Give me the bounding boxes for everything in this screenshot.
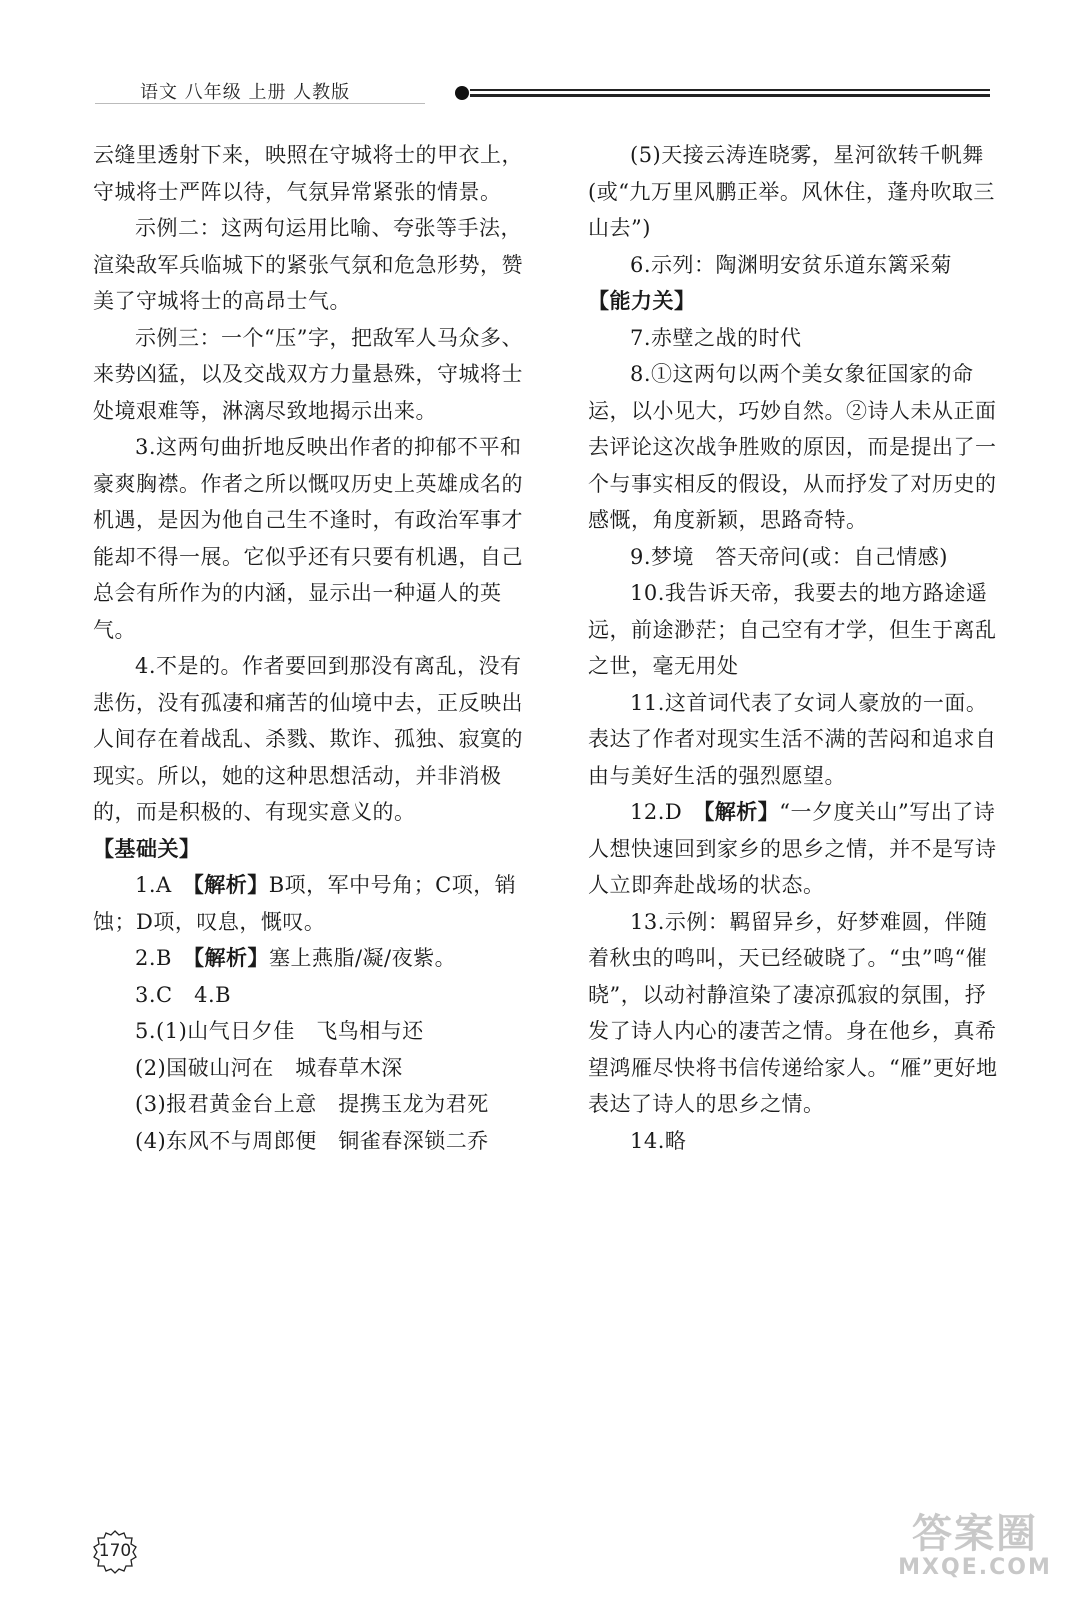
answer-label: 12.D xyxy=(630,800,704,824)
right-column xyxy=(588,137,1000,1159)
analysis-text: “一夕度关山”写出了诗人想快速回到家乡的思乡之情，并不是写诗人立即奔赴战场的状态。 xyxy=(588,800,997,897)
answer-5-2: (2)国破山河在 城春草木深 xyxy=(135,1055,403,1080)
header-decor-lines xyxy=(470,89,990,100)
answer-5-4: (4)东风不与周郎便 铜雀春深锁二乔 xyxy=(135,1128,489,1153)
answer-12 xyxy=(588,794,1000,904)
analysis-tag: 【解析】 xyxy=(703,799,780,824)
analysis-text: 塞上燕脂/凝/夜紫。 xyxy=(268,946,457,970)
answer-14: 14.略 xyxy=(630,1128,687,1153)
paragraph: 云缝里透射下来，映照在守城将士的甲衣上，守城将士严阵以待，气氛异常紧张的情景。 xyxy=(93,143,523,204)
answer-9: 9.梦境 答天帝问(或：自己情感) xyxy=(630,544,948,569)
answer-5-1: 5.(1)山气日夕佳 飞鸟相与还 xyxy=(135,1019,424,1043)
page-number: 170 xyxy=(98,1541,132,1561)
answer-10: 10.我告诉天帝，我要去的地方路途遥远，前途渺茫；自己空有才学，但生于离乱之世，毫无用处 xyxy=(588,581,997,678)
answer-4: 4.不是的。作者要回到那没有离乱，没有悲伤，没有孤凄和痛苦的仙境中去，正反映出人间存在着战乱、杀戮、欺诈、孤独、寂寞的现实。所以，她的这种思想活动，并非消极的，而是积极的、有现实意义的。 xyxy=(93,654,523,824)
answer-1 xyxy=(93,867,525,940)
answer-label: 1.A xyxy=(135,873,194,897)
answer-3: 3.这两句曲折地反映出作者的抑郁不平和豪爽胸襟。作者之所以慨叹历史上英雄成名的机遇，是因为他自己生不逢时，有政治军事才能却不得一展。它似乎还有只要有机遇，自己总会有所作为的内涵，显示出一种逼人的英气。 xyxy=(93,435,523,642)
answer-label: 2.B xyxy=(135,946,194,970)
answer-2 xyxy=(93,940,525,977)
analysis-tag: 【解析】 xyxy=(193,945,269,970)
answer-13: 13.示例：羁留异乡，好梦难圆，伴随着秋虫的鸣叫，天已经破晓了。“虫”鸣“催晓”，以动衬静渲染了凄凉孤寂的氛围，抒发了诗人内心的凄苦之情。身在他乡，真希望鸿雁尽快将书信传递给家人。“雁”更好地表达了诗人的思乡之情。 xyxy=(588,909,998,1116)
header-title: 语文 八年级 上册 人教版 xyxy=(140,82,351,103)
answer-7: 7.赤壁之战的时代 xyxy=(630,325,802,350)
watermark-text: 答案圈 xyxy=(912,1511,1038,1557)
answer-8: 8.①这两句以两个美女象征国家的命运，以小见大，巧妙自然。②诗人未从正面去评论这次战争胜败的原因，而是提出了一个与事实相反的假设，从而抒发了对历史的感慨，角度新颖，思路奇特。 xyxy=(588,362,997,532)
left-column xyxy=(93,137,525,1159)
answer-3-4: 3.C 4.B xyxy=(135,982,232,1007)
analysis-tag: 【解析】 xyxy=(193,872,269,897)
paragraph: 示例三：一个“压”字，把敌军人马众多、来势凶猛，以及交战双方力量悬殊，守城将士处境艰难等，淋漓尽致地揭示出来。 xyxy=(93,325,523,423)
analysis-text: B项，军中号角；C项，销蚀；D项，叹息，慨叹。 xyxy=(93,873,517,934)
header-bullet-icon xyxy=(455,86,469,100)
answer-5-3: (3)报君黄金台上意 提携玉龙为君死 xyxy=(135,1092,489,1116)
section-heading-ability: 【能力关】 xyxy=(588,288,696,313)
answer-11: 11.这首词代表了女词人豪放的一面。表达了作者对现实生活不满的苦闷和追求自由与美好生活的强烈愿望。 xyxy=(588,690,997,788)
answer-5-5: (5)天接云涛连晓雾，星河欲转千帆舞(或“九万里风鹏正举。风休住，蓬舟吹取三山去”) xyxy=(588,143,995,240)
section-heading-basic: 【基础关】 xyxy=(93,835,201,861)
paragraph: 示例二：这两句运用比喻、夸张等手法，渲染敌军兵临城下的紧张气氛和危急形势，赞美了守城将士的高昂士气。 xyxy=(93,216,523,313)
watermark xyxy=(885,1512,1065,1582)
answer-6: 6.示列：陶渊明安贫乐道东篱采菊 xyxy=(630,252,953,277)
watermark-url: MXQE.COM xyxy=(898,1555,1052,1580)
header-rule xyxy=(95,103,425,104)
